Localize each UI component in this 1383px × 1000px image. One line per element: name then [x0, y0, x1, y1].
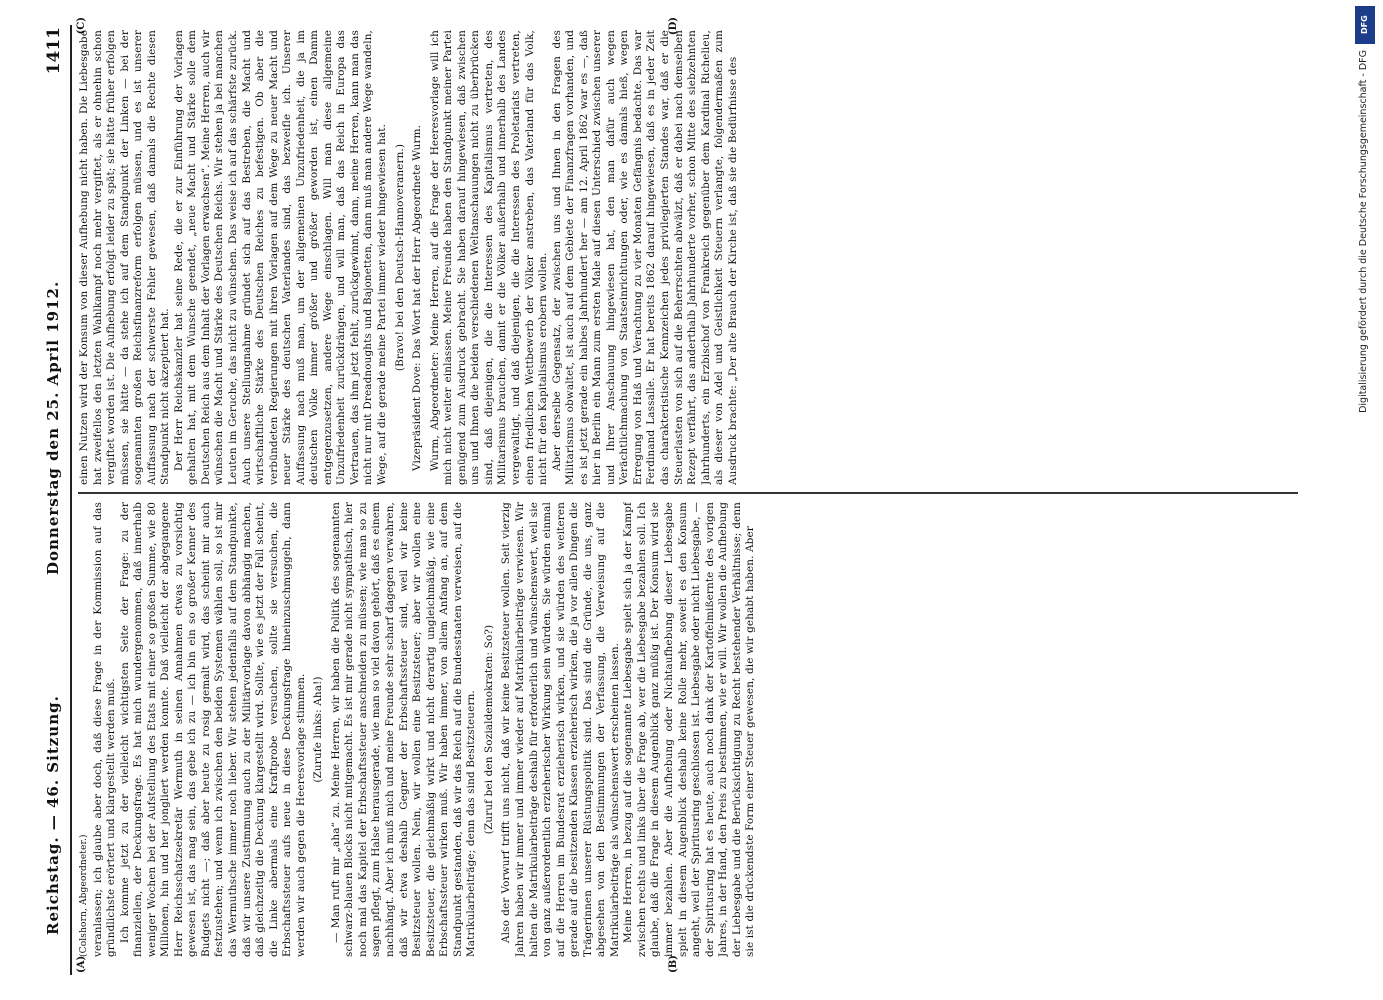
right-column	[78, 30, 1328, 485]
paragraph: Der Herr Reichskanzler hat seine Rede, die er zur Einführung der Vorlagen gehalten hat, mit dem Wunsche geendet, „neue Macht und Stärke solle dem Deutschen Reich aus dem Inhalt der Vorlagen erwachsen“. Meine Herren, auch wir wünschen die Macht und Stärke des Deutschen Reichs. Wir stehen ja bei manchen Leuten im Geruche, das nicht zu wünschen. Das weise ich auf das schärfste zurück. Auch unsere Stellungnahme gründet sich auf das Bestreben, die Macht und wirtschaftliche Stärke des Deutschen Reiches zu befestigen. Ob aber die verbündeten Regierungen mit ihren Vorlagen auf dem Wege zu neuer Macht und neuer Stärke des deutschen Vaterlandes sind, das bezweifle ich. Unserer Auffassung nach muß man, um der allgemeinen Unzufriedenheit, die ja im deutschen Volke immer größer und größer geworden ist, einen Damm entgegenzusetzen, andere Wege einschlagen. Will man diese allgemeine Unzufriedenheit zurückdrängen, und will man, daß das Reich in Europa das Vertrauen, das ihm jetzt fehlt, zurückgewinnt, dann, meine Herren, kann man das nicht nur mit Dreadnoughts und Bajonetten, dann muß man andere Wege wandeln, Wege, auf die gerade meine Partei immer wieder hingewiesen hat.	[172, 30, 389, 485]
paragraph: Meine Herren, in bezug auf die sogenannte Liebesgabe spielt sich ja der Kampf zwischen rechts und links über die Frage ab, wer die Liebesgabe bezahlen soll. Ich glaube, daß die Frage in diesem Augenblick ganz müßig ist. Der Konsum wird sie immer bezahlen. Aber die Aufhebung oder Nichtaufhebung dieser Liebesgabe spielt in diesem Augenblick deshalb keine Rolle mehr, soweit es den Konsum angeht, weil der Spiritusring geschlossen ist. Liebesgabe oder nicht Liebesgabe, — der Spiritusring hat es heute, auch noch dank der Kartoffelmißernte des vorigen Jahres, in der Hand, den Preis zu bestimmen, wie er will. Wir wollen die Aufhebung der Liebesgabe und die Berücksichtigung zu Recht bestehender Verhältnisse; denn sie ist die drückendste Form einer Steuer gewesen, die wir gehabt haben. Aber	[622, 502, 757, 957]
margin-marker-a: (A)	[76, 955, 87, 973]
interjection: (Zurufe links: Aha!)	[312, 676, 325, 783]
paragraph: einen Nutzen wird der Konsum von dieser Aufhebung nicht haben. Die Liebesgabe hat zweifellos den letzten Wahlkampf noch mehr vergiftet, als er ohnehin schon vergiftet worden ist. Die Aufhebung erfolgt leider zu spät; sie hätte früher erfolgen müssen, sie hätte — da stehe ich auf dem Standpunkt der Linken — bei der sogenannten großen Reichsfinanzreform erfolgen müssen, und es ist unserer Auffassung nach der schwerste Fehler gewesen, daß damals die Rechte diesen Standpunkt nicht akzeptiert hat.	[78, 30, 172, 485]
interjection: (Bravo! bei den Deutsch-Hannoveranern.)	[393, 143, 406, 372]
interjection: (Zuruf bei den Sozialdemokraten: So?)	[482, 624, 495, 835]
digitization-credit	[1354, 6, 1376, 994]
margin-marker-d: (D)	[668, 17, 679, 36]
column-divider	[78, 493, 1298, 495]
paragraph: Ich komme jetzt zu der vielleicht wichtigsten Seite der Frage: zu der finanziellen, der Deckungsfrage. Es hat mich wundergenommen, daß innerhalb weniger Wochen bei der Aufstellung des Etats mit einer so großen Summe, wie 80 Millionen, hin und her jongliert werden konnte. Daß vielleicht der abgegangene Herr Reichsschatzsekretär Wermuth in seinen Annahmen etwas zu vorsichtig gewesen ist, das mag sein, das gebe ich zu — ich bin ein so großer Kenner des Budgets nicht —; daß aber heute zu rosig gemalt wird, das scheint mir auch festzustehen; und wenn ich zwischen den beiden Systemen wählen soll, so ist mir das Wermuthsche immer noch lieber. Wir stehen jedenfalls auf dem Standpunkte, daß wir unsere Zustimmung auch zu der Militärvorlage davon abhängig machen, daß gleichzeitig die Deckung klargestellt wird. Sollte, wie es jetzt der Fall scheint, die Linke abermals eine Kraftprobe versuchen, sollte sie versuchen, die Erbschaftssteuer aufs neue in diese Deckungsfrage hineinzuschmuggeln, dann werden wir auch gegen die Heeresvorlage stimmen.	[118, 502, 307, 957]
paragraph: — Man ruft mir „aha“ zu. Meine Herren, wir haben die Politik des sogenannten schwarz-blauen Blocks nicht mitgemacht. Es ist mir gerade nicht sympathisch, hier noch mal das Kapitel der Erbschaftssteuer anschneiden zu müssen; wie man so zu sagen pflegt, zum Halse herausgerade, wie man so viel davon gehört, daß es einem nachhängt. Aber ich muß mich und meine Freunde sehr scharf dagegen verwahren, daß wir etwa deshalb Gegner der Erbschaftssteuer sind, weil wir keine Besitzsteuer wollen. Nein, wir wollen eine Besitzsteuer; aber wir wollen eine Besitzsteuer, die gleichmäßig wirkt und nicht derartig ungleichmäßig, wie eine Erbschaftssteuer wirken muß. Wir haben immer, von allem Anfang an, auf dem Standpunkt gestanden, daß wir das Reich auf die Bundesstaaten verweisen, auf die Matrikularbeiträge; denn das sind Besitzsteuern.	[329, 502, 478, 957]
paragraph: veranlassen; ich glaube aber doch, daß diese Frage in der Kommission auf das gründlichste erörtert und klargestellt werden muß.	[91, 502, 118, 957]
header-rule	[70, 25, 72, 975]
speaker-announcement: Vizepräsident Dove: Das Wort hat der Herr Abgeordnete Wurm.	[411, 124, 424, 471]
paragraph: Aber derselbe Gegensatz, der zwischen uns und Ihnen in den Fragen des Militarismus obwaltet, ist auch auf dem Gebiete der Finanzfragen vorhanden, und es ist jetzt gerade ein halbes Jahrhundert her — am 12. April 1862 war es —, daß hier in Berlin ein Mann zum ersten Male auf diesen Unterschied zwischen unserer und Ihrer Anschauung hingewiesen hat, den man dafür auch wegen Verächtlichmachung von Staatseinrichtungen oder, wie es damals hieß, wegen Erregung von Haß und Verachtung zu vier Monaten Gefängnis bedachte. Das war Ferdinand Lassalle. Er hat bereits 1862 darauf hingewiesen, daß es in jeder Zeit das charakteristische Kennzeichen jedes privilegierten Standes war, daß er die Steuerlasten von sich auf die Beherrschten abwälzt, daß er dabei nach demselben Rezept verfährt, das anderthalb Jahrhunderte vorher, schon Mitte des siebzehnten Jahrhunderts, ein Erzbischof von Frankreich gegenüber dem Kardinal Richelieu, als dieser von Adel und Geistlichkeit Steuern verlangte, folgendermaßen zum Ausdruck brachte: „Der alte Brauch der Kirche ist, daß sie die Bedürfnisse des	[550, 30, 739, 485]
paragraph: Wurm, Abgeordneter: Meine Herren, auf die Frage der Heeresvorlage will ich mich nicht weiter einlassen. Meine Freunde haben den Standpunkt meiner Partei genügend zum Ausdruck gebracht. Sie haben darauf hingewiesen, daß zwischen uns und Ihnen die beiden verschiedenen Weltanschauungen nicht zu überbrücken sind, daß diejenigen, die die Interessen des Kapitalismus vertreten, des Militarismus brauchen, damit er die Völker außerhalb und innerhalb des Landes vergewaltigt, und daß diejenigen, die die Interessen des Proletariats vertreten, einen friedlichen Wettbewerb der Völker anstreben, das Vaterland für das Volk, nicht für den Kapitalismus erobern wollen.	[428, 30, 550, 485]
header-session: Reichstag. — 46. Sitzung.	[44, 695, 62, 935]
margin-marker-c: (C)	[76, 17, 87, 35]
margin-marker-b: (B)	[668, 955, 679, 973]
dfg-logo: DFG	[1355, 6, 1375, 44]
rotated-page	[40, 17, 1340, 975]
page-number: 1411	[44, 27, 64, 75]
paragraph: Also der Vorwurf trifft uns nicht, daß wir keine Besitzsteuer wollen. Seit vierzig Jahren haben wir immer und immer wieder auf Matrikularbeiträge verwiesen. Wir halten die Matrikularbeiträge deshalb für erforderlich und wünschenswert, weil sie von ganz außerordentlich erzieherischer Wirkung sein würden. Sie würden einmal auf die Herren im Bundesrat erzieherisch wirken, und sie würden des weiteren gerade auf die besitzenden Klassen erzieherisch wirken, die ja vor allen Dingen die Trägerinnen unserer Rüstungspolitik sind. Das sind die Gründe, die uns, ganz abgesehen von den Bestimmungen der Verfassung, die Verweisung auf die Matrikularbeiträge als wünschenswert erscheinen lassen.	[500, 502, 621, 957]
speaker-tag: (Colshorn, Abgeordneter.)	[79, 834, 89, 957]
header-date: Donnerstag den 25. April 1912.	[44, 280, 62, 575]
running-header	[40, 25, 68, 975]
credit-text: Digitalisierung gefördert durch die Deutsche Forschungsgemeinschaft - DFG	[1358, 50, 1369, 413]
left-column	[78, 502, 1328, 957]
